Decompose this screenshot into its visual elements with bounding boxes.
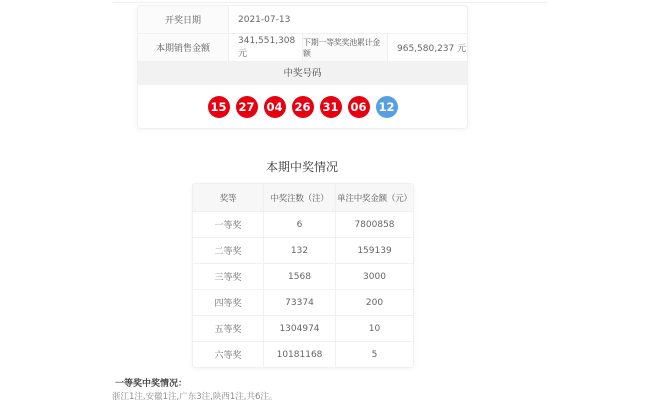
red-ball-6: 06 [348,96,370,118]
draw-date-row [138,6,467,34]
prize-amount: 200 [365,297,384,308]
prize-table-header-row [193,184,413,212]
jackpot-label: 下期一等奖奖池累计金额 [303,34,388,61]
prize-amount: 5 [371,349,378,360]
prize-level: 一等奖 [193,212,264,237]
draw-info-card [137,5,468,129]
col-header-prize-level: 奖等 [193,184,264,211]
prize-amount: 159139 [357,245,392,256]
sales-label: 本期销售金额 [138,34,229,61]
sales-jackpot-row [138,34,467,62]
winner-count: 6 [264,212,336,237]
prize-level: 六等奖 [193,342,264,367]
table-row [193,264,413,290]
prize-amount: 7800858 [354,219,395,230]
red-ball-5: 31 [320,96,342,118]
jackpot-value: 965,580,237 元 [397,44,467,54]
winner-count: 1304974 [264,316,336,341]
winner-count: 10181168 [264,342,336,367]
winner-count: 73374 [264,290,336,315]
winning-numbers-balls [138,85,467,128]
top-divider [113,2,547,3]
blue-ball-1: 12 [376,96,398,118]
prize-level: 三等奖 [193,264,264,289]
table-row [193,212,413,238]
col-header-prize-amount: 单注中奖金额（元） [337,193,412,204]
draw-date-label: 开奖日期 [138,6,229,33]
winner-count: 1568 [264,264,336,289]
table-row [193,342,413,367]
draw-date-value: 2021-07-13 [238,14,291,25]
winning-numbers-title: 中奖号码 [138,62,467,85]
red-ball-4: 26 [292,96,314,118]
prize-level: 二等奖 [193,238,264,263]
prize-level: 四等奖 [193,290,264,315]
winner-count: 132 [264,238,336,263]
prize-amount: 3000 [363,271,386,282]
col-header-winner-count: 中奖注数（注） [264,184,336,211]
first-prize-detail-title: 一等奖中奖情况： [115,379,188,389]
red-ball-3: 04 [264,96,286,118]
red-ball-2: 27 [236,96,258,118]
prize-section-title: 本期中奖情况 [265,160,338,174]
table-row [193,238,413,264]
prize-amount: 10 [368,323,381,334]
red-ball-1: 15 [208,96,230,118]
sales-value: 341,551,308 元 [229,34,303,61]
prize-table [192,183,414,368]
prize-level: 五等奖 [193,316,264,341]
table-row [193,290,413,316]
first-prize-detail-text: 浙江1注,安徽1注,广东3注,陕西1注,共6注。 [112,392,278,402]
table-row [193,316,413,342]
